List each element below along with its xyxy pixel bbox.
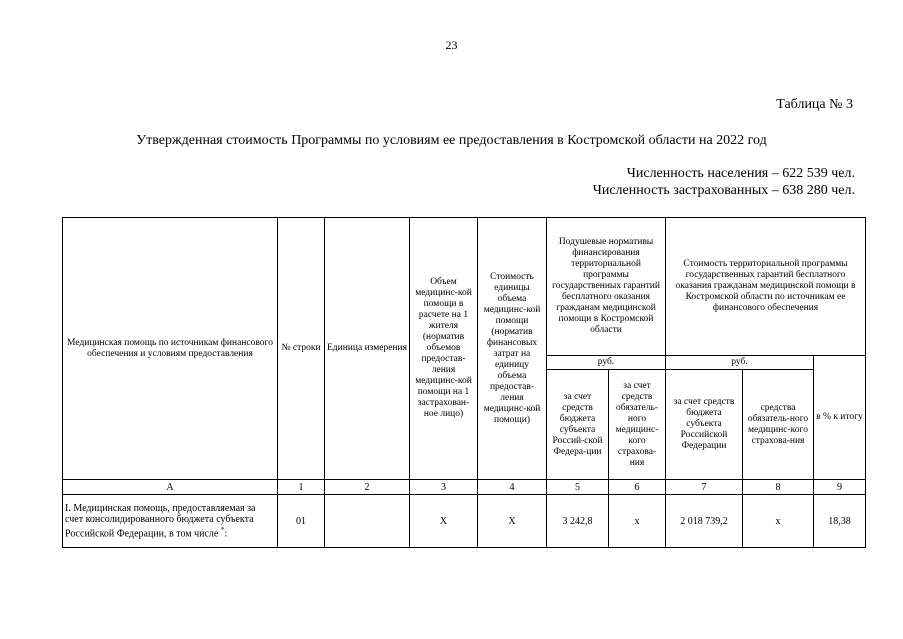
index-cell: 1 (278, 480, 325, 495)
index-cell: А (63, 480, 278, 495)
row-name-suffix: : (224, 528, 228, 540)
index-cell: 4 (478, 480, 547, 495)
header-col-8: средства обязатель-ного медицинс-кого страхова-ния (743, 370, 814, 480)
header-unit-rub-2: руб. (666, 356, 814, 370)
document-title: Утвержденная стоимость Программы по условиям ее предоставления в Костромской области на 2022 год (136, 133, 767, 148)
index-row (63, 480, 866, 495)
row-line-no: 01 (278, 495, 325, 548)
row-cost-budget: 2 018 739,2 (666, 495, 743, 548)
row-per-capita-budget: 3 242,8 (547, 495, 609, 548)
index-cell: 8 (743, 480, 814, 495)
header-col-a: Медицинская помощь по источникам финансового обеспечения и условиям предоставления (63, 218, 278, 480)
row-unit (325, 495, 410, 548)
header-col-3: Объем медицинс-кой помощи в расчете на 1 жителя (норматив объемов предостав-ления медицинс-кой помощи на 1 застрахован-ное лицо) (410, 218, 478, 480)
header-col-6: за счет средств обязатель-ного медицинс-кого страхова-ния (609, 370, 666, 480)
table-row (63, 495, 866, 548)
header-cost-group: Стоимость территориальной программы государственных гарантий бесплатного оказания гражданам медицинской помощи в Костромской области по источникам ее финансового обеспечения (666, 218, 866, 356)
row-per-capita-oms: х (609, 495, 666, 548)
header-col-2: Единица измерения (325, 218, 410, 480)
index-cell: 2 (325, 480, 410, 495)
index-cell: 5 (547, 480, 609, 495)
row-name-text: I. Медицинская помощь, предоставляемая за счет консолидированного бюджета субъекта Российской Федерации, в том числе (65, 502, 256, 540)
row-cost-oms: х (743, 495, 814, 548)
header-per-capita-group: Подушевые нормативы финансирования территориальной программы государственных гарантий бесплатного оказания гражданам медицинской помощи в Костромской области (547, 218, 666, 356)
header-unit-rub-1: руб. (547, 356, 666, 370)
header-col-7: за счет средств бюджета субъекта Российской Федерации (666, 370, 743, 480)
row-volume: Х (410, 495, 478, 548)
cost-table (62, 217, 866, 548)
footnote-mark: * (220, 525, 225, 534)
index-cell: 6 (609, 480, 666, 495)
row-name (63, 495, 278, 548)
table-label: Таблица № 3 (776, 97, 853, 112)
header-col-5: за счет средств бюджета субъекта Россий-ской Федера-ции (547, 370, 609, 480)
insured-line: Численность застрахованных – 638 280 чел. (592, 183, 855, 198)
header-col-4: Стоимость единицы объема медицинс-кой помощи (норматив финансовых затрат на единицу объема предостав-ления медицинс-кой помощи) (478, 218, 547, 480)
population-line: Численность населения – 622 539 чел. (626, 166, 855, 181)
index-cell: 7 (666, 480, 743, 495)
header-col-9: в % к итогу (814, 356, 866, 480)
header-row-1 (63, 218, 866, 356)
index-cell: 9 (814, 480, 866, 495)
header-col-1: № строки (278, 218, 325, 480)
row-percent: 18,38 (814, 495, 866, 548)
index-cell: 3 (410, 480, 478, 495)
row-unit-cost: Х (478, 495, 547, 548)
page-number: 23 (445, 38, 458, 52)
